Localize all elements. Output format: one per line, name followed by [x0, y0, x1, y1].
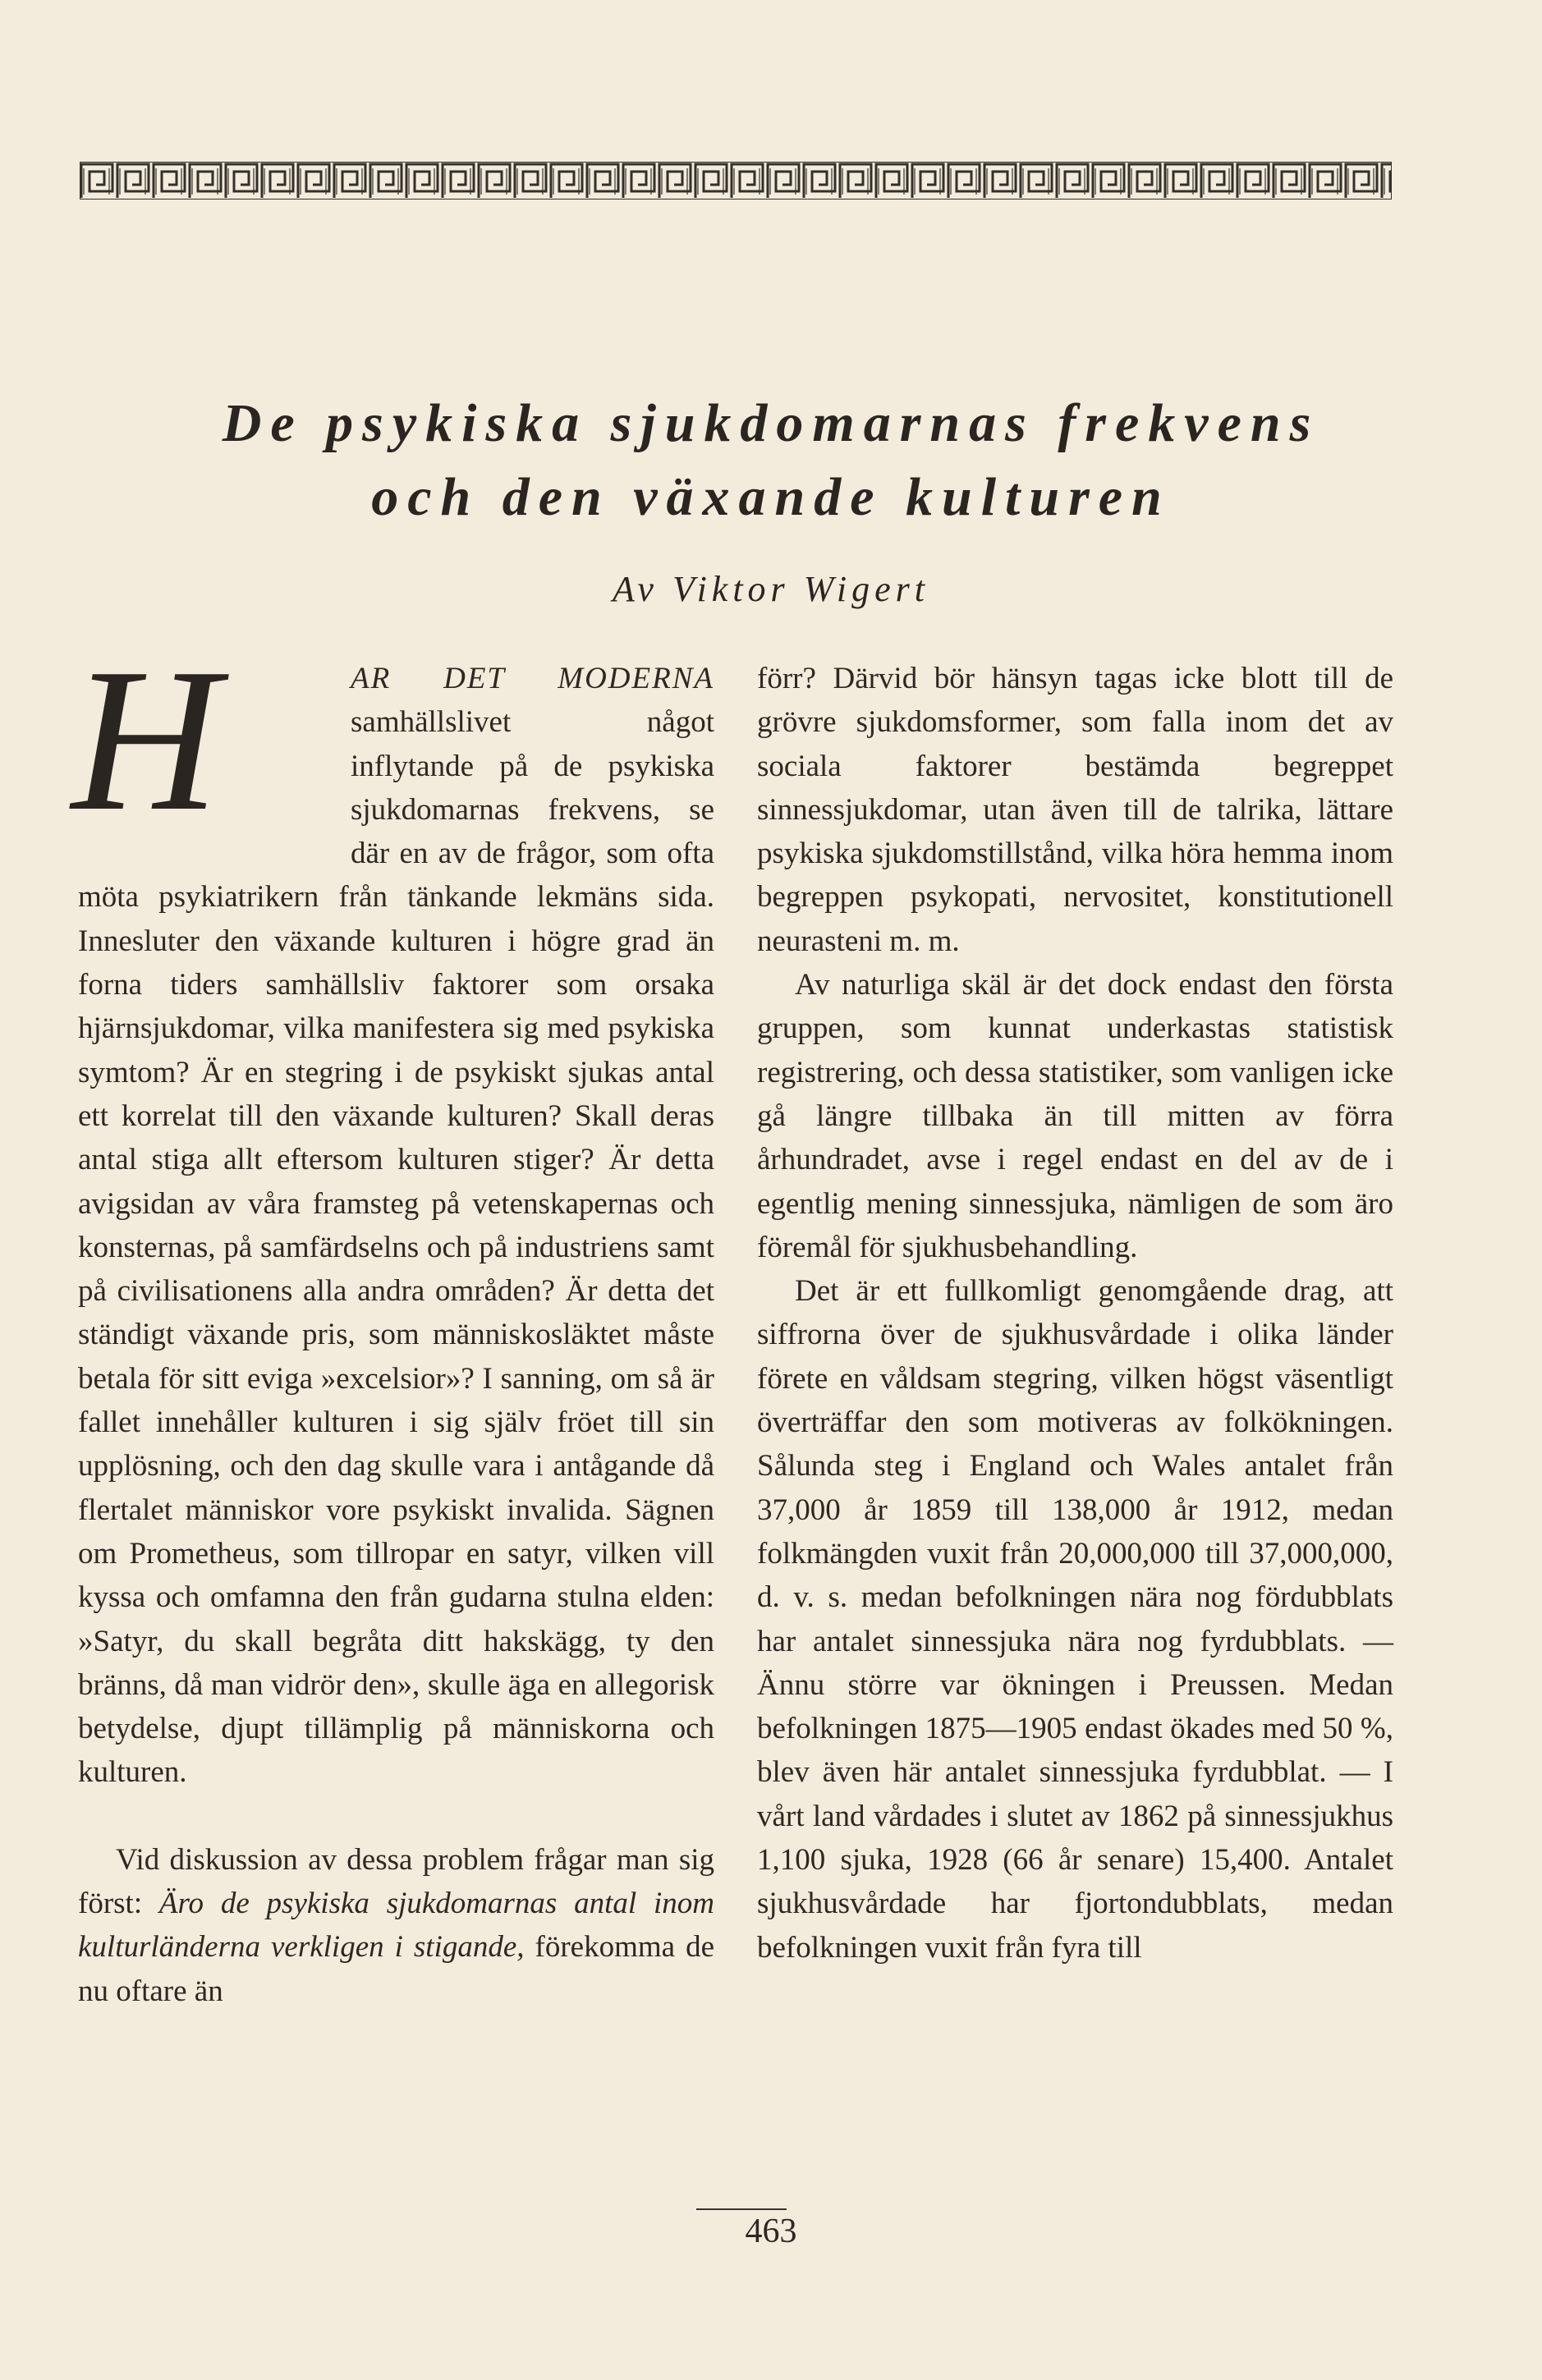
article-byline: Av Viktor Wigert — [612, 569, 930, 609]
page-number: 463 — [745, 2213, 797, 2250]
left-paragraph-1-text: samhällslivet något inflytande på de psykiska sjukdomarnas frekvens, se där en av de frågor, som ofta möta psykiatrikern från tänkande lekmäns sida. Innesluter den växande kulturen i högre grad än forna tiders samhällsliv faktorer som orsaka hjärnsjukdomar, vilka manifestera sig med psykiska symtom? Är en stegring i de psykiskt sjukas antal ett korrelat till den växande kulturen? Skall deras antal stiga allt eftersom kulturen stiger? Är detta avigsidan av våra framsteg på vetenskapernas och konsternas, på samfärdselns och på industriens samt på civilisationens alla andra områden? Är detta det ständigt växande pris, som människosläktet måste betala för sitt eviga »excelsior»? I sanning, om så är fallet innehåller kulturen i sig själv fröet till sin upplösning, och den dag skulle vara i antågande då flertalet människor vore psykiskt invalida. Sägnen om Prometheus, som tillropar en satyr, vilken vill kyssa och omfamna den från gudarna stulna elden: »Satyr, du skall begråta ditt hakskägg, ty den bränns, då man vidrör den», skulle äga en allegorisk betydelse, djupt tillämplig på människorna och kulturen. — [78, 705, 714, 1790]
drop-cap: H — [71, 626, 195, 854]
left-paragraph-2-italic: Äro de psykiska sjukdomarnas antal inom kulturländerna verkligen i stigande, — [78, 1887, 714, 1965]
right-paragraph-2: Av naturliga skäl är det dock endast den första gruppen, som kunnat underkastas statistisk registrering, och dessa statistiker, som vanligen icke gå längre tillbaka än till mitten av förra århundradet, avse i regel endast en del av de i egentlig mening sinnessjuka, nämligen de som äro föremål för sjukhusbehandling. — [757, 968, 1393, 1264]
article-title-line-1: De psykiska sjukdomarnas frekvens — [222, 393, 1320, 453]
right-paragraph-1: förr? Därvid bör hänsyn tagas icke blott till de grövre sjukdomsformer, som falla inom det av sociala faktorer bestämda begreppet sinnessjukdomar, utan även till de talrika, lättare psykiska sjukdomstillstånd, vilka höra hemma inom begreppen psykopati, nervositet, konstitutionell neurasteni m. m. — [757, 662, 1393, 958]
left-paragraph-2 — [78, 1838, 714, 2013]
left-paragraph-2-start: Vid diskussion av dessa problem frågar man sig först: — [78, 1842, 714, 1921]
greek-key-border-icon — [80, 162, 1392, 199]
left-paragraph-2-end: förekomma de nu oftare än — [78, 1930, 714, 2008]
lead-smallcaps: AR DET MODERNA — [351, 662, 714, 695]
left-paragraph-1 — [71, 626, 714, 1795]
article-title-line-2: och den växande kulturen — [371, 467, 1171, 527]
left-column — [71, 626, 714, 2013]
right-paragraph-3: Det är ett fullkomligt genomgående drag, att siffrorna över de sjukhusvårdade i olika länder förete en våldsam stegring, vilken högst väsentligt överträffar den som motiveras av folkökningen. Sålunda steg i England och Wales antalet från 37,000 år 1859 till 138,000 år 1912, medan folkmängden vuxit från 20,000,000 till 37,000,000, d. v. s. medan befolkningen nära nog fördubblats har antalet sinnessjuka nära nog fyrdubblats. — Ännu större var ökningen i Preussen. Medan befolkningen 1875—1905 endast ökades med 50 %, blev även här antalet sinnessjuka fyrdubblat. — I vårt land vårdades i slutet av 1862 på sinnessjukhus 1,100 sjuka, 1928 (66 år senare) 15,400. Antalet sjukhusvårdade har fjortondubblats, medan befolkningen vuxit från fyra till — [757, 1274, 1393, 1965]
right-column — [757, 657, 1393, 1970]
page-number-rule — [696, 2208, 787, 2210]
